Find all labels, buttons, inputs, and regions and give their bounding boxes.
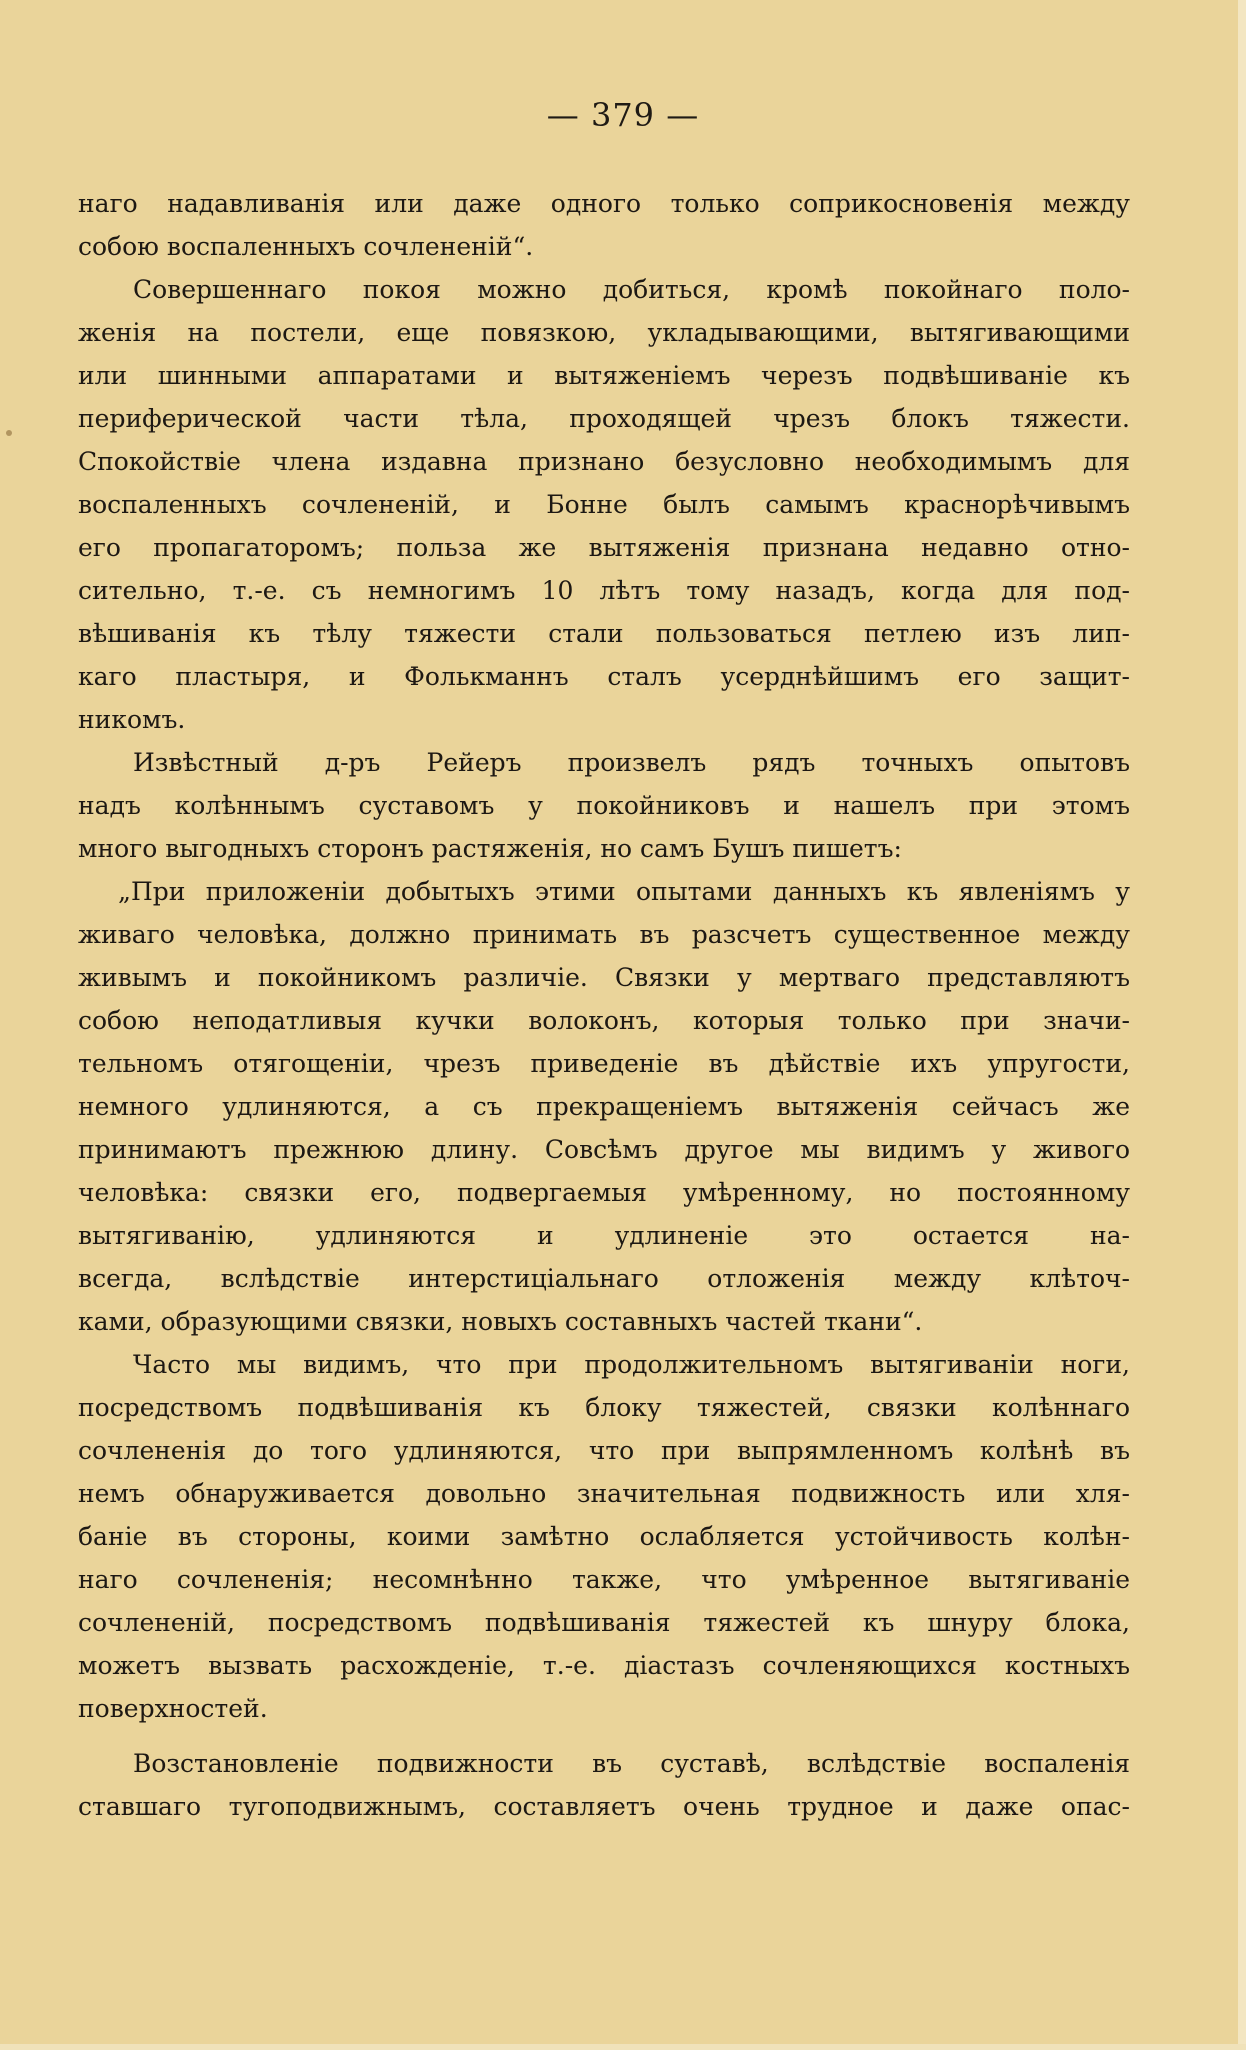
text-line: сительно, т.-е. съ немногимъ 10 лѣтъ тому назадъ, когда для под- — [78, 576, 1130, 605]
text-line: его пропагаторомъ; польза же вытяженія признана недавно отно- — [78, 533, 1130, 562]
text-line: принимаютъ прежнюю длину. Совсѣмъ другое мы видимъ у живого — [78, 1135, 1130, 1164]
text-line: Часто мы видимъ, что при продолжительномъ вытягиваніи ноги, — [133, 1350, 1130, 1379]
text-line: Извѣстный д-ръ Рейеръ произвелъ рядъ точныхъ опытовъ — [133, 748, 1130, 777]
text-line: периферической части тѣла, проходящей чрезъ блокъ тяжести. — [78, 404, 1130, 433]
text-line: живымъ и покойникомъ различіе. Связки у мертваго представляютъ — [78, 963, 1130, 992]
body-text — [78, 182, 1130, 1828]
text-line: сочлененія до того удлиняются, что при выпрямленномъ колѣнѣ въ — [78, 1436, 1130, 1465]
text-line: человѣка: связки его, подвергаемыя умѣренному, но постоянному — [78, 1178, 1130, 1207]
page-edge-bottom — [0, 2044, 1246, 2050]
text-line: сочлененій, посредствомъ подвѣшиванія тяжестей къ шнуру блока, — [78, 1608, 1130, 1637]
text-line: вытягиванію, удлиняются и удлиненіе это остается на- — [78, 1221, 1130, 1250]
text-line: или шинными аппаратами и вытяженіемъ черезъ подвѣшиваніе къ — [78, 361, 1130, 390]
text-line: наго сочлененія; несомнѣнно также, что умѣренное вытягиваніе — [78, 1565, 1130, 1594]
text-line: ставшаго тугоподвижнымъ, составляетъ очень трудное и даже опас- — [78, 1792, 1130, 1821]
text-line: воспаленныхъ сочлененій, и Бонне былъ самымъ краснорѣчивымъ — [78, 490, 1130, 519]
text-line: немъ обнаруживается довольно значительная подвижность или хля- — [78, 1479, 1130, 1508]
text-line: вѣшиванія къ тѣлу тяжести стали пользоваться петлею изъ лип- — [78, 619, 1130, 648]
text-line: собою неподатливыя кучки волоконъ, которыя только при значи- — [78, 1006, 1130, 1035]
text-line: ками, образующими связки, новыхъ составныхъ частей ткани“. — [78, 1307, 923, 1336]
text-line: Совершеннаго покоя можно добиться, кромѣ покойнаго поло- — [133, 275, 1130, 304]
text-line: живаго человѣка, должно принимать въ разсчетъ существенное между — [78, 920, 1130, 949]
text-line: тельномъ отягощеніи, чрезъ приведеніе въ дѣйствіе ихъ упругости, — [78, 1049, 1130, 1078]
text-line: посредствомъ подвѣшиванія къ блоку тяжестей, связки колѣннаго — [78, 1393, 1130, 1422]
text-line: собою воспаленныхъ сочлененій“. — [78, 232, 534, 261]
text-line: много выгодныхъ сторонъ растяженія, но самъ Бушъ пишетъ: — [78, 834, 902, 863]
text-line: можетъ вызвать расхожденіе, т.-е. діастазъ сочленяющихся костныхъ — [78, 1651, 1130, 1680]
text-line: надъ колѣннымъ суставомъ у покойниковъ и нашелъ при этомъ — [78, 791, 1130, 820]
text-line: поверхностей. — [78, 1694, 268, 1723]
text-line: никомъ. — [78, 705, 186, 734]
text-line: Спокойствіе члена издавна признано безусловно необходимымъ для — [78, 447, 1130, 476]
paper-spot — [6, 430, 12, 436]
text-line: баніе въ стороны, коими замѣтно ослабляется устойчивость колѣн- — [78, 1522, 1130, 1551]
page-number: — 379 — — [546, 96, 700, 134]
text-line: „При приложеніи добытыхъ этими опытами данныхъ къ явленіямъ у — [118, 877, 1130, 906]
text-line: немного удлиняются, а съ прекращеніемъ вытяженія сейчасъ же — [78, 1092, 1130, 1121]
text-line: Возстановленіе подвижности въ суставѣ, вслѣдствіе воспаленія — [133, 1749, 1130, 1778]
text-line: наго надавливанія или даже одного только соприкосновенія между — [78, 189, 1130, 218]
text-line: всегда, вслѣдствіе интерстиціальнаго отложенія между клѣточ- — [78, 1264, 1130, 1293]
text-line: каго пластыря, и Фолькманнъ сталъ усерднѣйшимъ его защит- — [78, 662, 1130, 691]
text-line: женія на постели, еще повязкою, укладывающими, вытягивающими — [78, 318, 1130, 347]
page-edge-right — [1238, 0, 1246, 2050]
paragraph-gap — [78, 1730, 1130, 1742]
